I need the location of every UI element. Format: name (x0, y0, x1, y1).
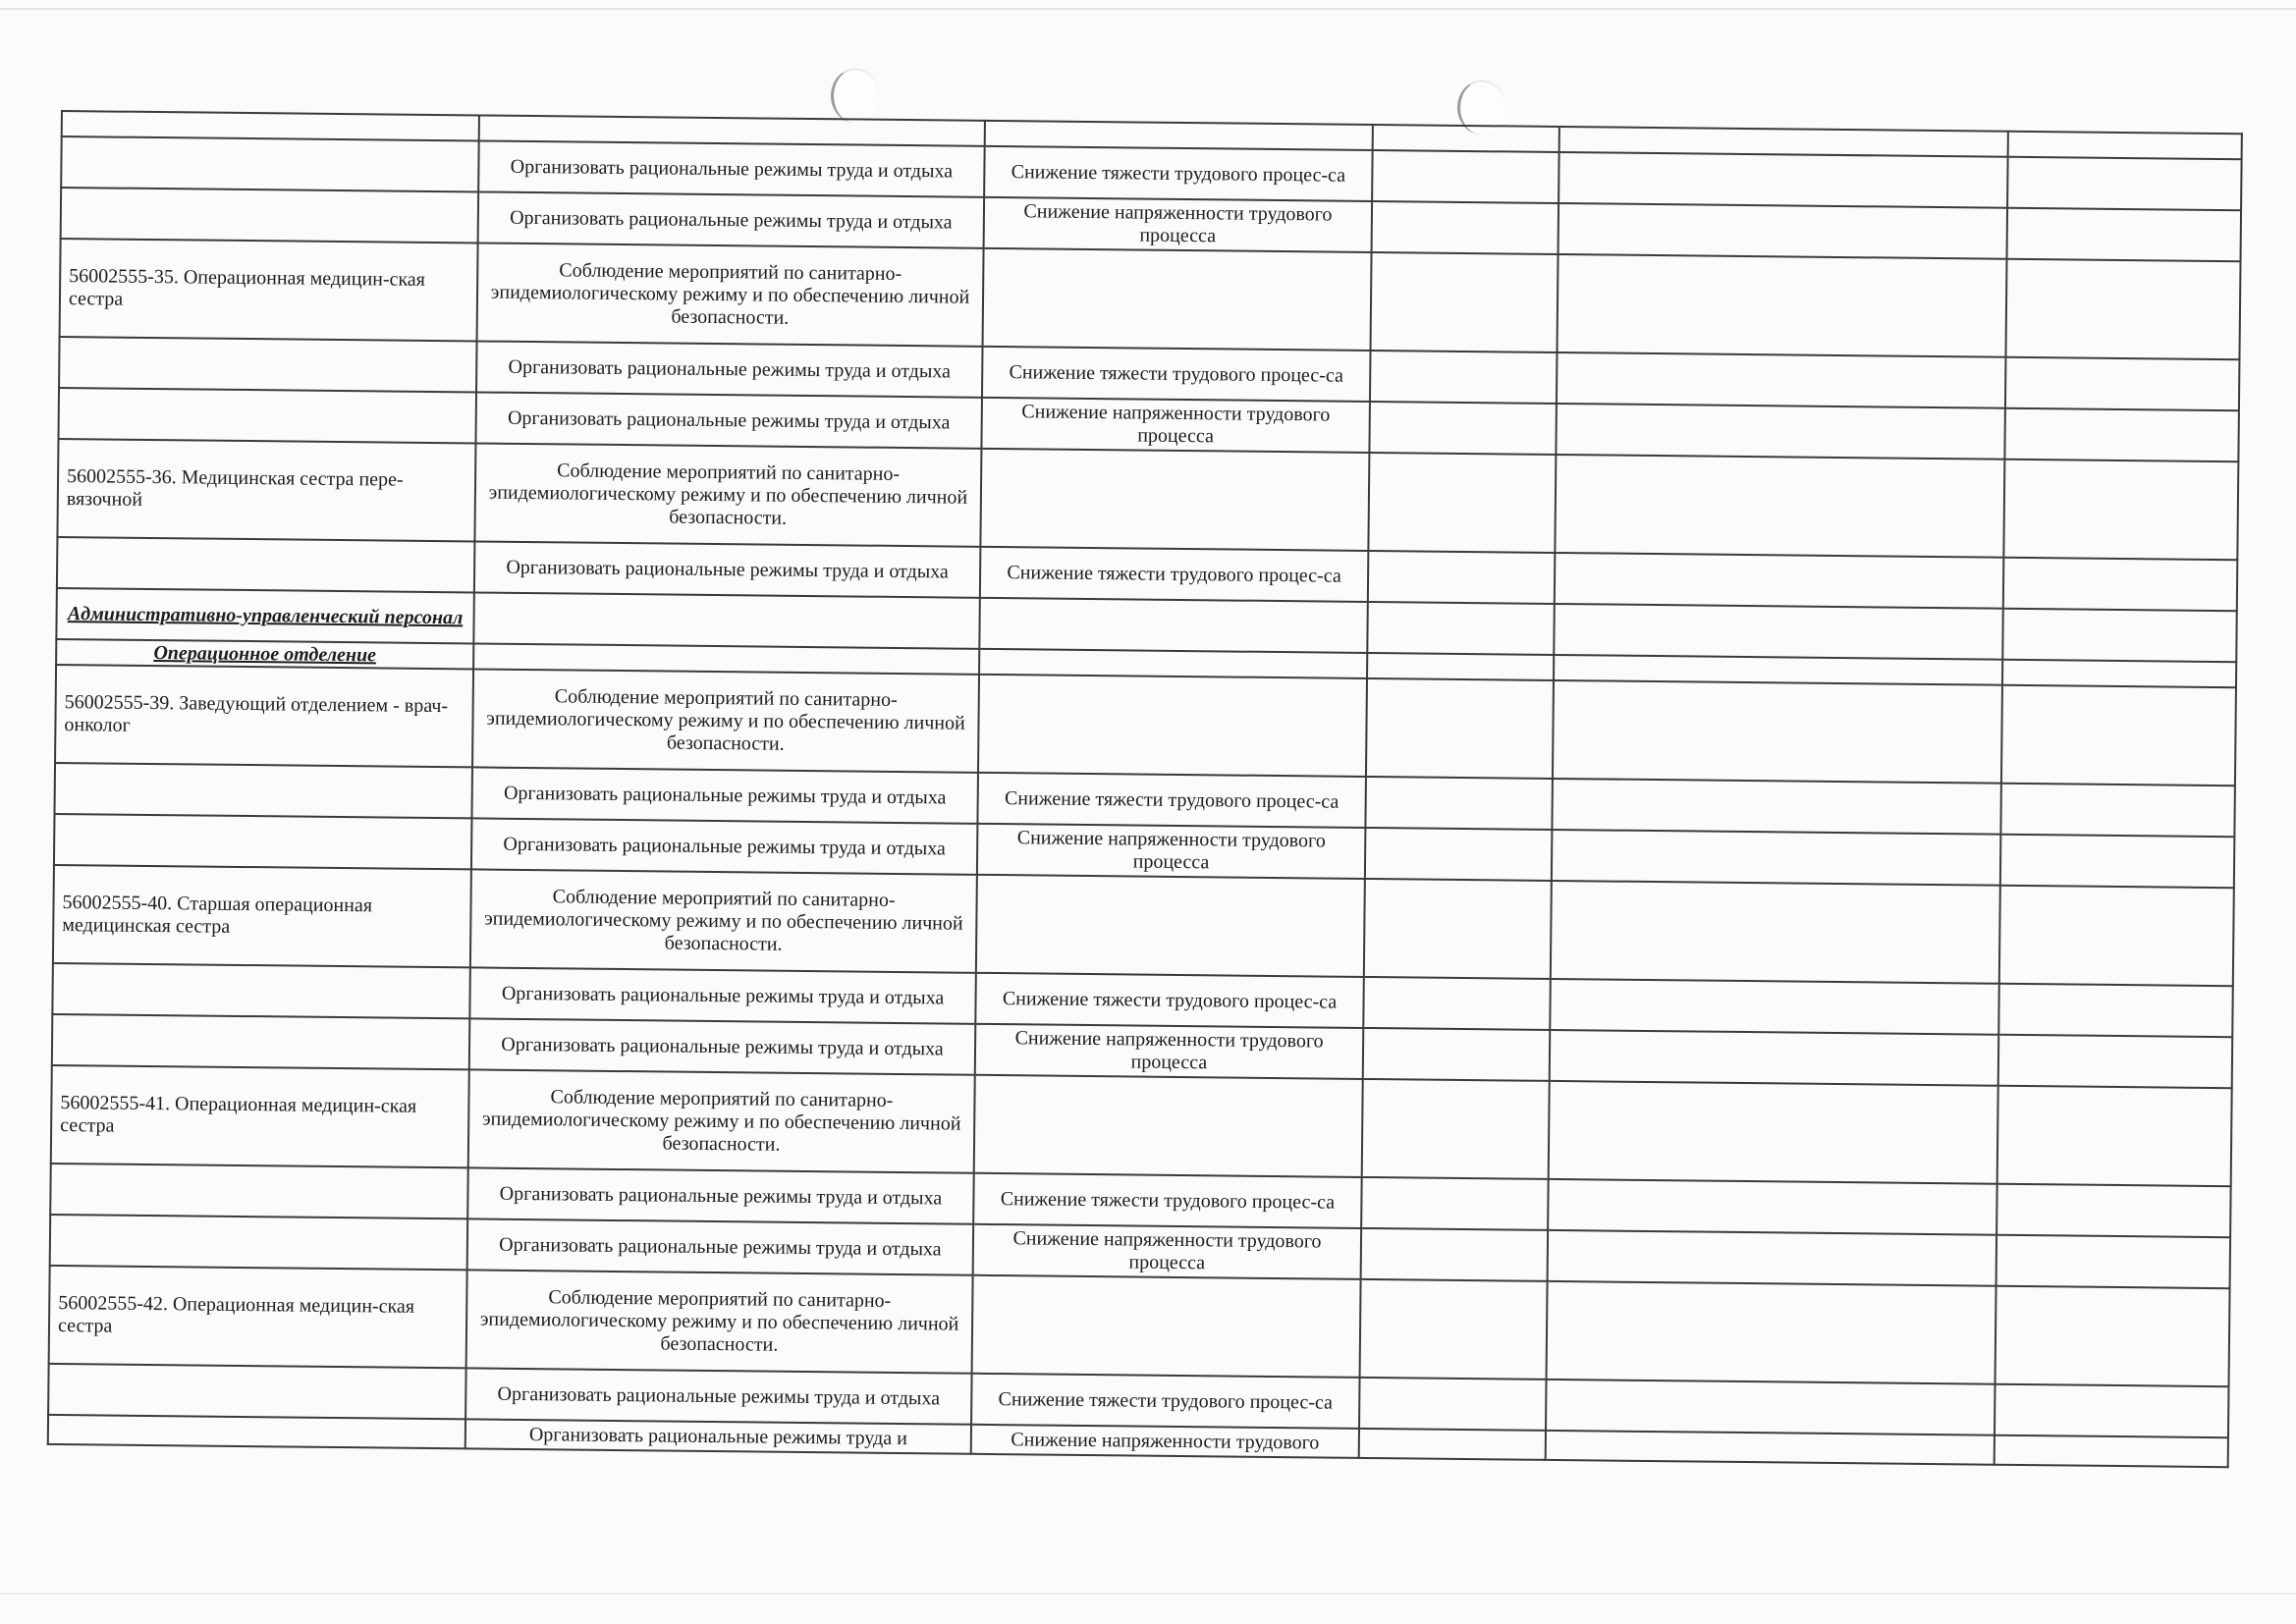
responsible-cell (1552, 779, 2001, 835)
deadline-cell (1367, 653, 1554, 680)
note-cell (2000, 835, 2235, 888)
responsible-cell (1555, 553, 2004, 609)
responsible-cell (1546, 1380, 1995, 1435)
goal-cell: Снижение тяжести трудового процес-са (977, 773, 1366, 828)
scan-edge-bottom (0, 1593, 2296, 1595)
goal-cell: Снижение напряженности трудового процесса (973, 1224, 1362, 1279)
note-cell (2005, 259, 2240, 359)
measures-table (47, 110, 2243, 1468)
responsible-cell (1550, 1030, 1999, 1086)
goal-cell: Снижение тяжести трудового процес-са (984, 146, 1373, 201)
goal-cell (983, 248, 1372, 351)
position-cell (52, 1014, 470, 1069)
deadline-cell (1359, 1378, 1547, 1431)
deadline-cell (1367, 602, 1555, 655)
note-cell (2003, 558, 2238, 611)
note-cell (1996, 1235, 2231, 1288)
goal-cell (980, 449, 1369, 551)
measure-cell: Организовать рациональные режимы труда и отдыха (465, 1368, 972, 1424)
goal-cell: Снижение напряженности трудового процесса (977, 824, 1366, 879)
deadline-cell (1369, 402, 1557, 455)
responsible-cell (1552, 830, 2001, 886)
note-cell (1998, 984, 2233, 1037)
goal-cell: Снижение тяжести трудового процес-са (982, 347, 1371, 402)
section-title: Операционное отделение (56, 639, 473, 669)
note-cell (2003, 460, 2238, 560)
position-cell (48, 1364, 466, 1419)
responsible-cell (1555, 455, 2004, 558)
document-sheet (46, 110, 2241, 1541)
responsible-cell (1557, 254, 2006, 357)
deadline-cell (1361, 1177, 1549, 1230)
goal-cell: Снижение напряженности трудового процесса (984, 197, 1373, 252)
note-cell (2005, 357, 2240, 410)
note-cell (1995, 1286, 2230, 1386)
goal-cell (974, 1075, 1363, 1177)
measure-cell: Организовать рациональные режимы труда и отдыха (478, 140, 985, 196)
measure-cell: Организовать рациональные режимы труда и отдыха (469, 1018, 976, 1074)
position-cell (61, 188, 479, 243)
deadline-cell (1363, 1028, 1551, 1081)
deadline-cell (1364, 879, 1552, 979)
goal-cell: Снижение тяжести трудового процес-са (971, 1374, 1360, 1429)
deadline-cell (1360, 1279, 1548, 1380)
note-cell (2002, 660, 2236, 687)
measure-cell (473, 592, 980, 648)
note-cell (2001, 685, 2236, 785)
note-cell (2004, 408, 2239, 461)
goal-cell: Снижение тяжести трудового процес-са (973, 1173, 1362, 1228)
position-cell (52, 963, 470, 1018)
deadline-cell (1371, 252, 1558, 352)
measure-cell: Организовать рациональные режимы труда и отдыха (475, 392, 982, 448)
responsible-cell (1548, 1179, 1997, 1235)
measure-cell: Организовать рациональные режимы труда и отдыха (474, 541, 981, 597)
note-cell (1995, 1435, 2228, 1467)
responsible-cell (1556, 404, 2005, 460)
measure-cell: Соблюдение мероприятий по санитарно-эпидемиологическому режиму и по обеспечению личной безопасности. (468, 1069, 975, 1172)
deadline-cell (1368, 453, 1556, 553)
measure-cell: Организовать рациональные режимы труда и отдыха (476, 341, 983, 397)
measure-cell: Соблюдение мероприятий по санитарно-эпидемиологическому режиму и по обеспечению личной безопасности. (477, 243, 984, 346)
goal-cell (978, 675, 1367, 777)
measure-cell: Организовать рациональные режимы труда и отдыха (471, 767, 978, 823)
measure-cell: Соблюдение мероприятий по санитарно-эпидемиологическому режиму и по обеспечению личной безопасности. (472, 669, 979, 772)
deadline-cell (1372, 201, 1559, 254)
position-cell: 56002555-39. Заведующий отделением - врач-онколог (55, 665, 473, 767)
responsible-cell (1549, 1081, 1998, 1184)
deadline-cell (1359, 1429, 1546, 1460)
goal-cell: Снижение напряженности трудового процесса (981, 398, 1370, 453)
responsible-cell (1558, 203, 2008, 259)
deadline-cell (1370, 351, 1558, 404)
goal-cell: Снижение тяжести трудового процес-са (975, 973, 1364, 1028)
goal-cell: Снижение напряженности трудового (971, 1425, 1359, 1458)
deadline-cell (1361, 1228, 1549, 1281)
goal-cell: Снижение тяжести трудового процес-са (980, 547, 1369, 602)
note-cell (2002, 609, 2237, 662)
deadline-cell (1366, 678, 1554, 779)
note-cell (1999, 886, 2234, 986)
note-cell (2000, 784, 2235, 837)
goal-cell (976, 875, 1365, 977)
measure-cell: Организовать рациональные режимы труда и отдыха (467, 1218, 974, 1274)
measures-table-body (48, 111, 2242, 1467)
measure-cell: Соблюдение мероприятий по санитарно-эпидемиологическому режиму и по обеспечению личной безопасности. (466, 1270, 973, 1373)
deadline-cell (1368, 551, 1556, 604)
position-cell: 56002555-36. Медицинская сестра пере-вязочной (57, 439, 475, 541)
responsible-cell (1550, 979, 1999, 1035)
deadline-cell (1373, 125, 1559, 152)
position-cell (50, 1164, 468, 1218)
goal-cell (979, 598, 1368, 653)
responsible-cell (1558, 152, 2008, 208)
deadline-cell (1362, 1079, 1550, 1179)
responsible-cell (1557, 352, 2006, 408)
position-cell: 56002555-41. Операционная медицин-ская сестра (51, 1065, 469, 1167)
deadline-cell (1363, 977, 1551, 1030)
measure-cell: Организовать рациональные режимы труда и отдыха (471, 818, 978, 874)
goal-cell: Снижение напряженности трудового процесса (975, 1024, 1364, 1079)
measure-cell: Организовать рациональные режимы труда и отдыха (469, 967, 976, 1023)
position-cell: 56002555-35. Операционная медицин-ская сестра (60, 239, 478, 341)
measure-cell: Соблюдение мероприятий по санитарно-эпидемиологическому режиму и по обеспечению личной безопасности. (474, 443, 981, 546)
note-cell (2007, 157, 2242, 210)
position-cell: 56002555-42. Операционная медицин-ская сестра (49, 1266, 467, 1368)
position-cell (57, 537, 475, 592)
deadline-cell (1365, 828, 1553, 881)
note-cell (1998, 1035, 2233, 1088)
note-cell (2008, 132, 2242, 159)
deadline-cell (1372, 150, 1559, 203)
goal-cell (972, 1275, 1361, 1378)
goal-cell (979, 649, 1367, 678)
punch-hole-left (831, 69, 879, 123)
goal-cell (985, 121, 1373, 150)
section-title: Административно-управленческий персонал (56, 588, 474, 643)
measure-cell: Организовать рациональные режимы труда и отдыха (478, 191, 985, 247)
responsible-cell (1548, 1230, 1997, 1286)
position-cell: 56002555-40. Старшая операционная медицинская сестра (53, 865, 471, 967)
position-cell (54, 814, 472, 869)
note-cell (1996, 1184, 2231, 1237)
responsible-cell (1547, 1281, 1996, 1384)
position-cell (59, 337, 477, 392)
measure-cell: Организовать рациональные режимы труда и отдыха (467, 1167, 974, 1223)
note-cell (1995, 1384, 2229, 1437)
deadline-cell (1365, 777, 1553, 830)
scan-edge-top (0, 8, 2296, 10)
position-cell (50, 1215, 468, 1270)
position-cell (48, 1415, 465, 1448)
position-cell (58, 388, 476, 443)
position-cell (61, 136, 479, 191)
position-cell (54, 763, 472, 818)
note-cell (1997, 1086, 2232, 1186)
responsible-cell (1554, 604, 2003, 660)
responsible-cell (1553, 680, 2002, 784)
measure-cell: Соблюдение мероприятий по санитарно-эпидемиологическому режиму и по обеспечению личной безопасности. (470, 869, 977, 972)
measure-cell: Организовать рациональные режимы труда и (465, 1419, 971, 1453)
note-cell (2007, 208, 2242, 261)
responsible-cell (1546, 1431, 1995, 1465)
responsible-cell (1551, 881, 2000, 984)
